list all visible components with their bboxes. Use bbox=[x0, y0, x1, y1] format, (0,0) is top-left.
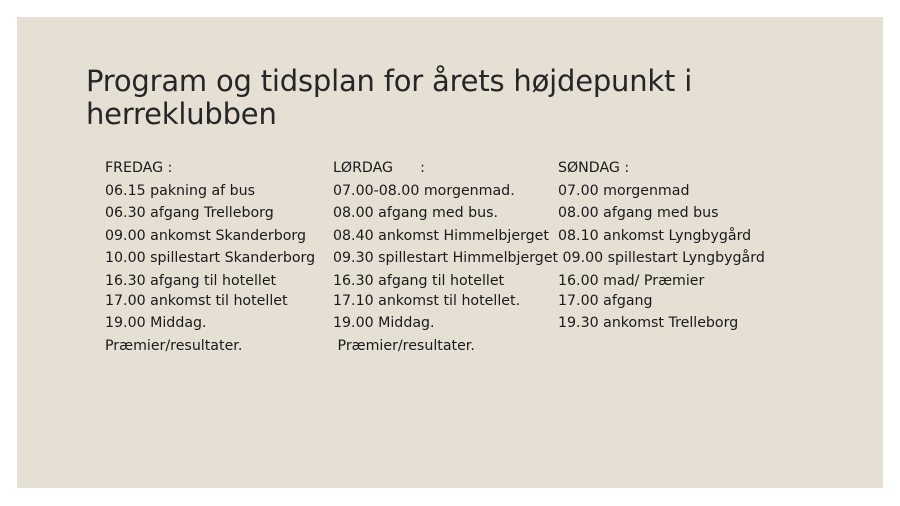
sunday-item: 08.00 afgang med bus bbox=[558, 205, 719, 221]
sunday-item: 19.30 ankomst Trelleborg bbox=[558, 315, 739, 331]
sunday-column bbox=[558, 157, 765, 335]
friday-item: 06.30 afgang Trelleborg bbox=[105, 205, 274, 221]
friday-item: 19.00 Middag. bbox=[105, 315, 207, 331]
saturday-item: 08.00 afgang med bus. bbox=[333, 205, 498, 221]
friday-item: 06.15 pakning af bus bbox=[105, 182, 256, 199]
saturday-item: 19.00 Middag. bbox=[333, 315, 435, 331]
sunday-item: 16.00 mad/ Præmier bbox=[558, 272, 705, 289]
sunday-item: 08.10 ankomst Lyngbygård bbox=[558, 227, 752, 244]
sunday-item: 07.00 morgenmad bbox=[558, 182, 690, 199]
slide-title: Program og tidsplan for årets højdepunkt i herreklubben bbox=[86, 64, 693, 131]
friday-item: 17.00 ankomst til hotellet bbox=[105, 293, 288, 309]
slide bbox=[17, 17, 883, 488]
friday-item: 10.00 spillestart Skanderborg bbox=[105, 250, 316, 266]
friday-item: 09.00 ankomst Skanderborg bbox=[105, 227, 306, 244]
friday-item: Præmier/resultater. bbox=[105, 338, 243, 354]
sunday-item: 09.00 spillestart Lyngbygård bbox=[558, 250, 765, 266]
saturday-item: 07.00-08.00 morgenmad. bbox=[333, 182, 515, 199]
sunday-item: 17.00 afgang bbox=[558, 293, 653, 309]
saturday-item: 09.30 spillestart Himmelbjerget bbox=[333, 250, 559, 266]
friday-column bbox=[105, 157, 315, 358]
sunday-heading: SØNDAG : bbox=[558, 160, 630, 176]
saturday-item: Præmier/resultater. bbox=[333, 338, 475, 354]
saturday-item: 16.30 afgang til hotellet bbox=[333, 272, 505, 289]
saturday-heading: LØRDAG : bbox=[333, 160, 425, 176]
friday-item: 16.30 afgang til hotellet bbox=[105, 272, 277, 289]
friday-heading: FREDAG : bbox=[105, 160, 173, 176]
saturday-item: 17.10 ankomst til hotellet. bbox=[333, 293, 521, 309]
saturday-column bbox=[333, 157, 558, 358]
saturday-item: 08.40 ankomst Himmelbjerget bbox=[333, 227, 549, 244]
